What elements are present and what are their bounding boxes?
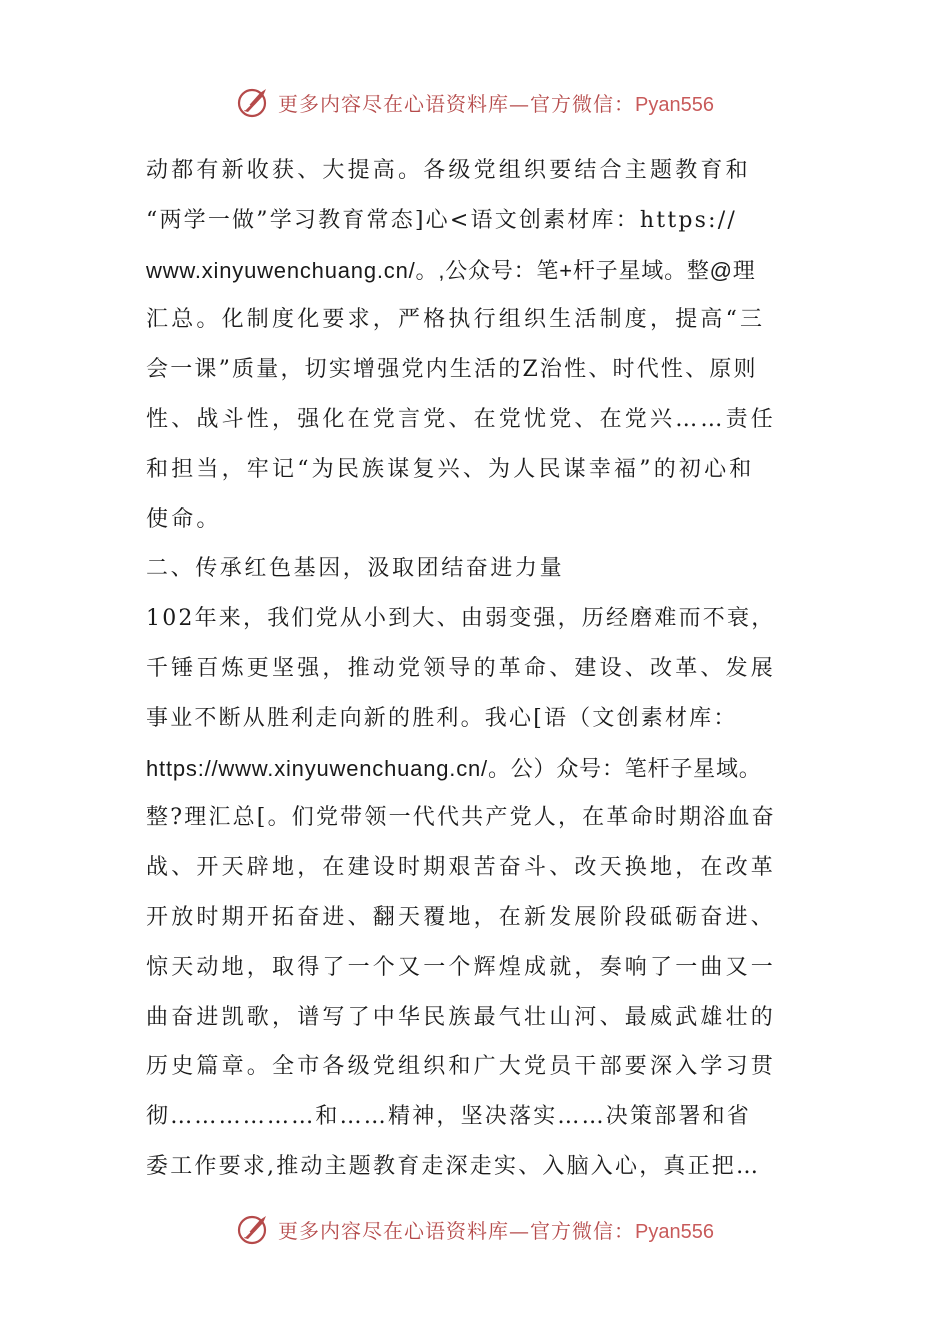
body-line: 性、战斗性，强化在党言党、在党忧党、在党兴……责任 xyxy=(146,406,777,432)
body-line: 历史篇章。全市各级党组织和广大党员干部要深入学习贯 xyxy=(146,1054,777,1080)
body-line: 曲奋进凯歌，谱写了中华民族最气壮山河、最威武雄壮的 xyxy=(146,1004,777,1030)
section-heading: 二、传承红色基因，汲取团结奋进力量 xyxy=(146,556,565,582)
quill-logo-icon xyxy=(236,1211,272,1247)
body-line: www.xinyuwenchuang.cn/。,公众号：笔+杆子星域。整@理 xyxy=(146,257,756,283)
body-line: 事业不断从胜利走向新的胜利。我心[语（文创素材库： xyxy=(146,705,738,731)
footer-banner-wechat-id: Pyan556 xyxy=(635,1220,714,1243)
body-line: 彻………………和……精神，坚决落实……决策部署和省 xyxy=(146,1104,752,1130)
body-line: 汇总。化制度化要求，严格执行组织生活制度，提高“三 xyxy=(146,307,766,333)
body-line: 开放时期开拓奋进、翻天覆地，在新发展阶段砥砺奋进、 xyxy=(146,904,777,930)
body-line: https://www.xinyuwenchuang.cn/。公）众号：笔杆子星域。 xyxy=(146,755,762,781)
body-line: “两学一做”学习教育常态]心<语文创素材库：https:// xyxy=(146,207,737,233)
body-line: 委工作要求,推动主题教育走深走实、入脑入心，真正把… xyxy=(146,1153,761,1179)
document-body xyxy=(146,146,806,1192)
body-line: 会一课”质量，切实增强党内生活的Z治性、时代性、原则 xyxy=(146,357,758,383)
body-line: 使命。 xyxy=(146,506,222,532)
footer-banner xyxy=(0,1207,950,1251)
header-banner-wechat-id: Pyan556 xyxy=(635,93,714,116)
body-line: 102年来，我们党从小到大、由弱变强，历经磨难而不衰， xyxy=(146,606,776,632)
body-line: 战、开天辟地，在建设时期艰苦奋斗、改天换地，在改革 xyxy=(146,855,777,881)
footer-banner-cn: 更多内容尽在心语资料库—官方微信： xyxy=(278,1218,636,1243)
quill-logo-icon xyxy=(236,84,272,120)
body-line: 动都有新收获、大提高。各级党组织要结合主题教育和 xyxy=(146,158,751,183)
header-banner-cn: 更多内容尽在心语资料库—官方微信： xyxy=(278,91,636,116)
header-banner xyxy=(0,80,950,124)
body-line: 和担当，牢记“为民族谋复兴、为人民谋幸福”的初心和 xyxy=(146,456,755,482)
body-line: 千锤百炼更坚强，推动党领导的革命、建设、改革、发展 xyxy=(146,655,777,681)
header-banner-text xyxy=(278,88,714,117)
footer-banner-text xyxy=(278,1215,714,1244)
body-line: 惊天动地，取得了一个又一个辉煌成就，奏响了一曲又一 xyxy=(146,954,777,980)
body-line: 整?理汇总[。们党带领一代代共产党人，在革命时期浴血奋 xyxy=(146,805,776,831)
